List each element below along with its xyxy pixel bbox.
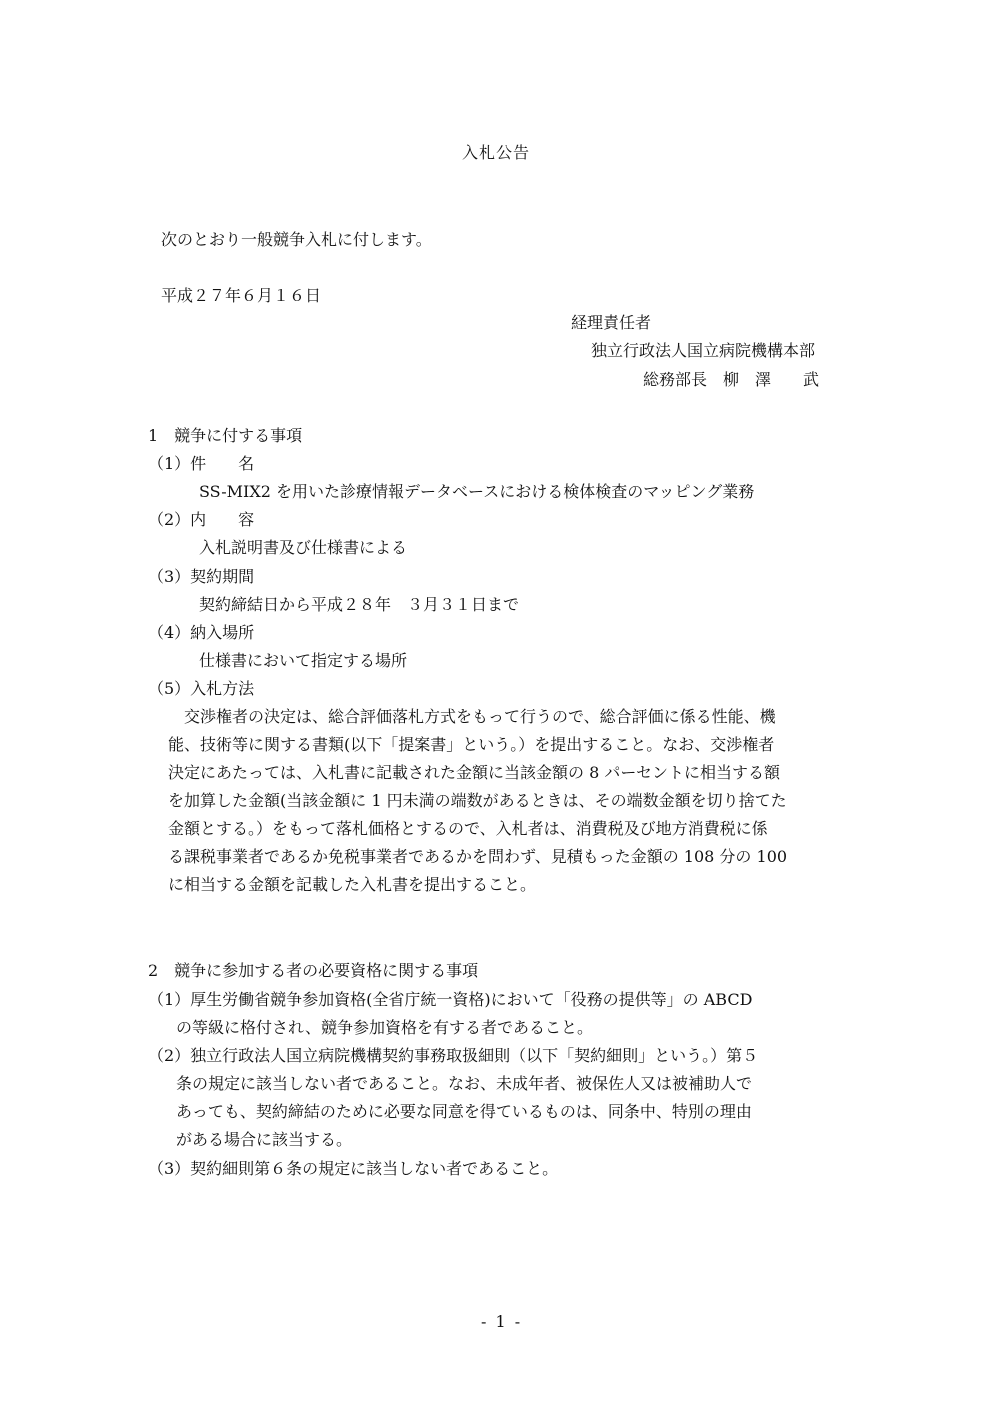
method-paragraph-line: 金額とする。）をもって落札価格とするので、入札者は、消費税及び地方消費税に係: [168, 819, 768, 838]
item-4-value: 仕様書において指定する場所: [199, 651, 408, 670]
intro-text: 次のとおり一般競争入札に付します。: [161, 230, 432, 249]
qualification-line: の等級に格付され、競争参加資格を有する者であること。: [176, 1018, 593, 1037]
item-5-label: （5）入札方法: [148, 679, 255, 698]
item-1-value: SS-MIX2 を用いた診療情報データベースにおける検体検査のマッピング業務: [199, 482, 755, 501]
method-paragraph-line: 交渉権者の決定は、総合評価落札方式をもって行うので、総合評価に係る性能、機: [184, 707, 776, 726]
item-3-label: （3）契約期間: [148, 567, 255, 586]
qualification-line: あっても、契約締結のために必要な同意を得ているものは、同条中、特別の理由: [176, 1102, 752, 1121]
section-2-heading: 2 競争に参加する者の必要資格に関する事項: [148, 961, 479, 980]
item-3-value: 契約締結日から平成２８年 ３月３１日まで: [199, 595, 520, 614]
qualification-line: がある場合に該当する。: [176, 1130, 353, 1149]
signatory-name: 総務部長 柳 澤 武: [643, 370, 820, 389]
item-2-label: （2）内 容: [148, 510, 255, 529]
item-2-value: 入札説明書及び仕様書による: [199, 538, 408, 557]
notice-date: 平成２７年６月１６日: [161, 286, 322, 305]
page-number: - 1 -: [481, 1312, 523, 1331]
qualification-line: （1）厚生労働省競争参加資格(全省庁統一資格)において「役務の提供等」の ABCD: [148, 990, 753, 1009]
signatory-role: 経理責任者: [571, 313, 652, 332]
signatory-organization: 独立行政法人国立病院機構本部: [591, 341, 816, 360]
qualification-line: （3）契約細則第６条の規定に該当しない者であること。: [148, 1159, 559, 1178]
method-paragraph-line: 決定にあたっては、入札書に記載された金額に当該金額の 8 パーセントに相当する額: [168, 763, 781, 782]
item-1-label: （1）件 名: [148, 454, 255, 473]
section-1-heading: 1 競争に付する事項: [148, 426, 303, 445]
qualification-line: 条の規定に該当しない者であること。なお、未成年者、被保佐人又は被補助人で: [176, 1074, 753, 1093]
qualification-line: （2）独立行政法人国立病院機構契約事務取扱細則（以下「契約細則」という。）第５: [148, 1046, 759, 1065]
method-paragraph-line: を加算した金額(当該金額に 1 円未満の端数があるときは、その端数金額を切り捨てた: [168, 791, 787, 810]
method-paragraph-line: る課税事業者であるか免税事業者であるかを問わず、見積もった金額の 108 分の 100: [168, 847, 788, 866]
document-title: 入札公告: [462, 143, 531, 162]
item-4-label: （4）納入場所: [148, 623, 255, 642]
method-paragraph-line: 能、技術等に関する書類(以下「提案書」という。）を提出すること。なお、交渉権者: [168, 735, 775, 754]
method-paragraph-line: に相当する金額を記載した入札書を提出すること。: [168, 875, 537, 894]
